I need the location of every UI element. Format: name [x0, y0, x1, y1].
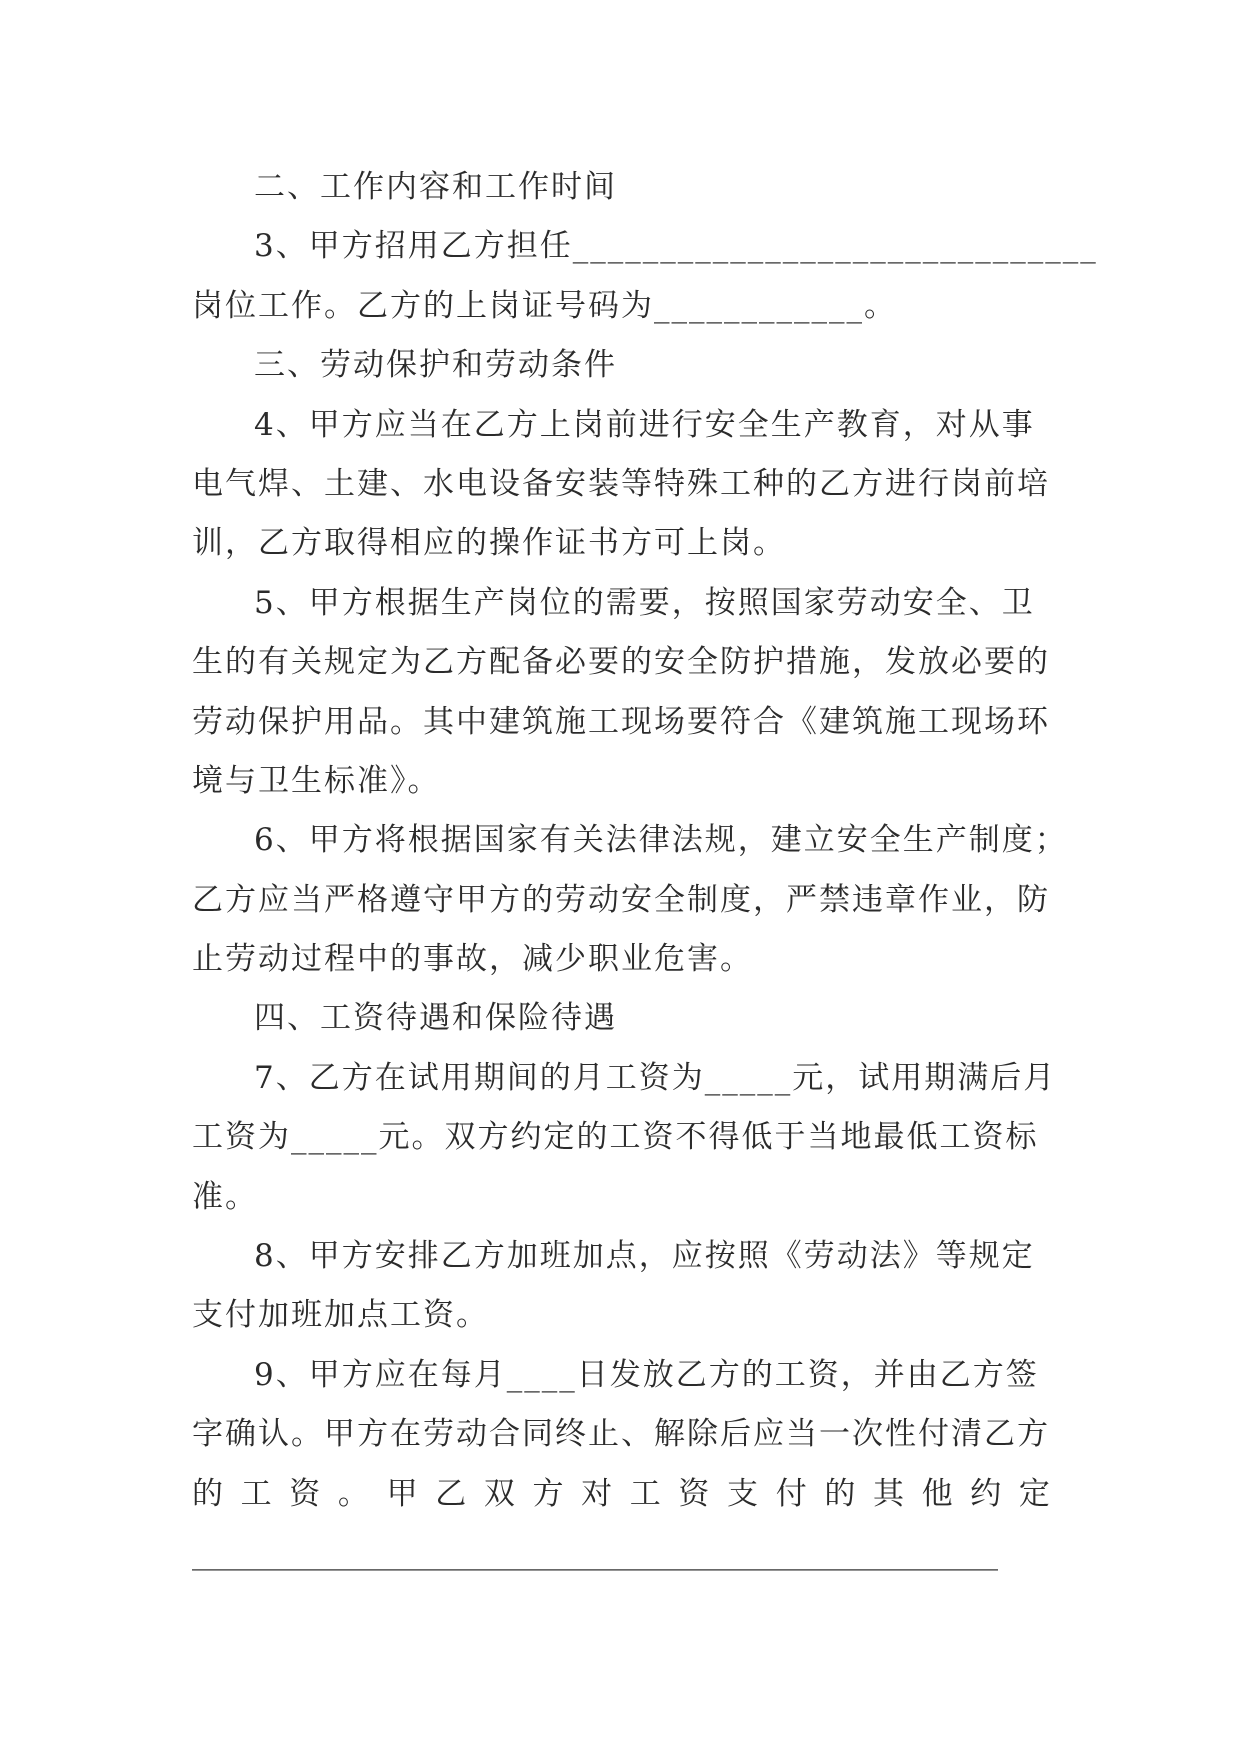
clause-9-line-2: 字确认。甲方在劳动合同终止、解除后应当一次性付清乙方 [192, 1416, 1050, 1453]
justified-char: 其 [872, 1475, 906, 1512]
document-body [192, 158, 1098, 1583]
clause-9-line-3 [192, 1465, 1052, 1524]
clause-7-line-1: 7、乙方在试用期间的月工资为_____元，试用期满后月 [254, 1059, 1057, 1096]
section-heading-3: 三、劳动保护和劳动条件 [254, 347, 617, 384]
justified-char: 乙 [435, 1475, 469, 1512]
clause-9-fill-line: ____________________________________________________ [192, 1534, 998, 1571]
justified-char: 付 [775, 1475, 809, 1512]
clause-4-line-1: 4、甲方应当在乙方上岗前进行安全生产教育，对从事 [254, 406, 1035, 443]
clause-5-line-4: 境与卫生标准》。 [192, 762, 441, 799]
justified-char: 的 [192, 1475, 225, 1512]
clause-5-line-2: 生的有关规定为乙方配备必要的安全防护措施，发放必要的 [192, 644, 1050, 681]
justified-char: 定 [1018, 1475, 1052, 1512]
clause-8-line-1: 8、甲方安排乙方加班加点，应按照《劳动法》等规定 [254, 1238, 1035, 1275]
section-heading-4: 四、工资待遇和保险待遇 [254, 1000, 617, 1037]
clause-4-line-3: 训，乙方取得相应的操作证书方可上岗。 [192, 525, 786, 562]
justified-char: 支 [727, 1475, 761, 1512]
justified-char: 双 [483, 1475, 517, 1512]
justified-char: 资 [678, 1475, 712, 1512]
justified-char: 资 [289, 1475, 323, 1512]
clause-6-line-3: 止劳动过程中的事故，减少职业危害。 [192, 941, 753, 978]
clause-8-line-2: 支付加班加点工资。 [192, 1297, 489, 1334]
clause-7-line-3: 准。 [192, 1178, 258, 1215]
justified-char: 工 [629, 1475, 663, 1512]
section-heading-2: 二、工作内容和工作时间 [254, 169, 617, 205]
clause-3-line-1: 3、甲方招用乙方担任______________________________ [254, 228, 1098, 265]
clause-9-line-1: 9、甲方应在每月____日发放乙方的工资，并由乙方签 [254, 1356, 1039, 1393]
clause-6-line-1: 6、甲方将根据国家有关法律法规，建立安全生产制度； [254, 822, 1068, 859]
clause-3-line-2: 岗位工作。乙方的上岗证号码为____________。 [192, 287, 897, 324]
clause-7-line-2: 工资为_____元。双方约定的工资不得低于当地最低工资标 [192, 1119, 1039, 1156]
justified-char: 工 [240, 1475, 274, 1512]
clause-5-line-1: 5、甲方根据生产岗位的需要，按照国家劳动安全、卫 [254, 584, 1035, 621]
justified-char: 。 [337, 1475, 371, 1512]
justified-char: 甲 [386, 1475, 420, 1512]
justified-char: 约 [970, 1475, 1004, 1512]
clause-4-line-2: 电气焊、土建、水电设备安装等特殊工种的乙方进行岗前培 [192, 465, 1050, 502]
justified-char: 对 [581, 1475, 615, 1512]
clause-5-line-3: 劳动保护用品。其中建筑施工现场要符合《建筑施工现场环 [192, 703, 1050, 740]
justified-char: 方 [532, 1475, 566, 1512]
justified-char: 的 [824, 1475, 858, 1512]
justified-char: 他 [921, 1475, 955, 1512]
clause-6-line-2: 乙方应当严格遵守甲方的劳动安全制度，严禁违章作业，防 [192, 881, 1050, 918]
